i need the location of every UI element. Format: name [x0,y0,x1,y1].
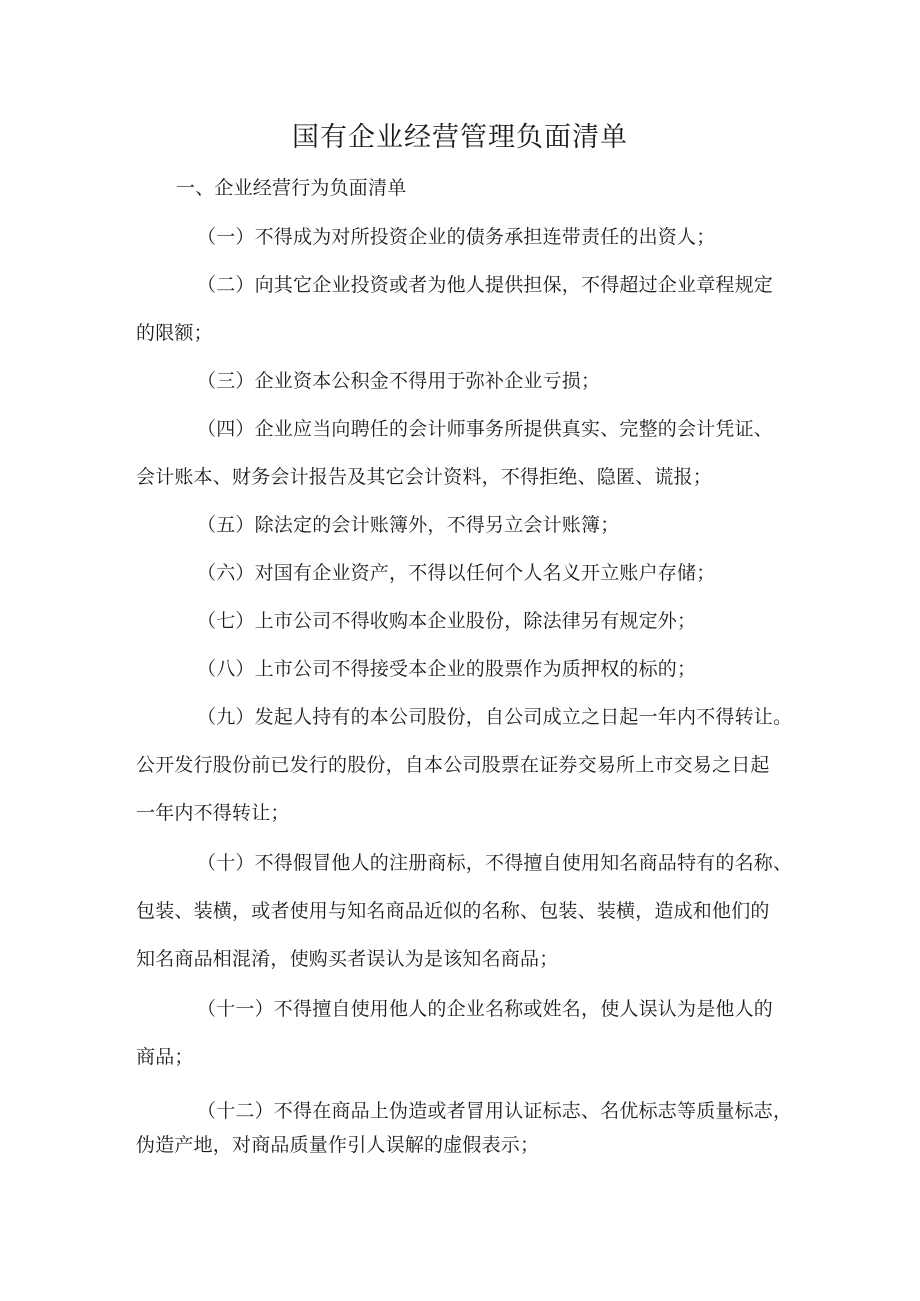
paragraph-line: 商品； [136,1046,194,1068]
paragraph-line: 知名商品相混淆，使购买者误认为是该知名商品； [136,948,559,970]
paragraph-line: （七）上市公司不得收购本企业股份，除法律另有规定外； [197,610,697,632]
paragraph-line: 一年内不得转让； [136,802,290,824]
document-title: 国有企业经营管理负面清单 [292,122,628,153]
paragraph-line: 的限额； [136,322,213,344]
paragraph-line: （四）企业应当向聘任的会计师事务所提供真实、完整的会计凭证、 [197,418,774,440]
paragraph-line: 会计账本、财务会计报告及其它会计资料，不得拒绝、隐匿、谎报； [136,466,713,488]
paragraph-line: （九）发起人持有的本公司股份，自公司成立之日起一年内不得转让。 [197,706,793,728]
paragraph-line: 伪造产地，对商品质量作引人误解的虚假表示； [136,1134,540,1156]
paragraph-line: （十）不得假冒他人的注册商标，不得擅自使用知名商品特有的名称、 [197,852,793,874]
paragraph-line: （五）除法定的会计账簿外，不得另立会计账簿； [197,514,620,536]
paragraph-line: （八）上市公司不得接受本企业的股票作为质押权的标的； [197,658,697,680]
paragraph-line: （六）对国有企业资产，不得以任何个人名义开立账户存储； [197,562,716,584]
paragraph-line: （十一）不得擅自使用他人的企业名称或姓名，使人误认为是他人的 [197,998,774,1020]
paragraph-line: 包装、装横，或者使用与知名商品近似的名称、包装、装横，造成和他们的 [136,900,770,922]
paragraph-line: （二）向其它企业投资或者为他人提供担保，不得超过企业章程规定 [197,274,774,296]
section-heading: 一、企业经营行为负面清单 [176,177,407,199]
paragraph-line: （三）企业资本公积金不得用于弥补企业亏损； [197,370,601,392]
paragraph-line: （十二）不得在商品上伪造或者冒用认证标志、名优标志等质量标志， [197,1100,793,1122]
paragraph-line: 公开发行股份前已发行的股份，自本公司股票在证券交易所上市交易之日起 [136,754,770,776]
paragraph-line: （一）不得成为对所投资企业的债务承担连带责任的出资人； [197,226,716,248]
